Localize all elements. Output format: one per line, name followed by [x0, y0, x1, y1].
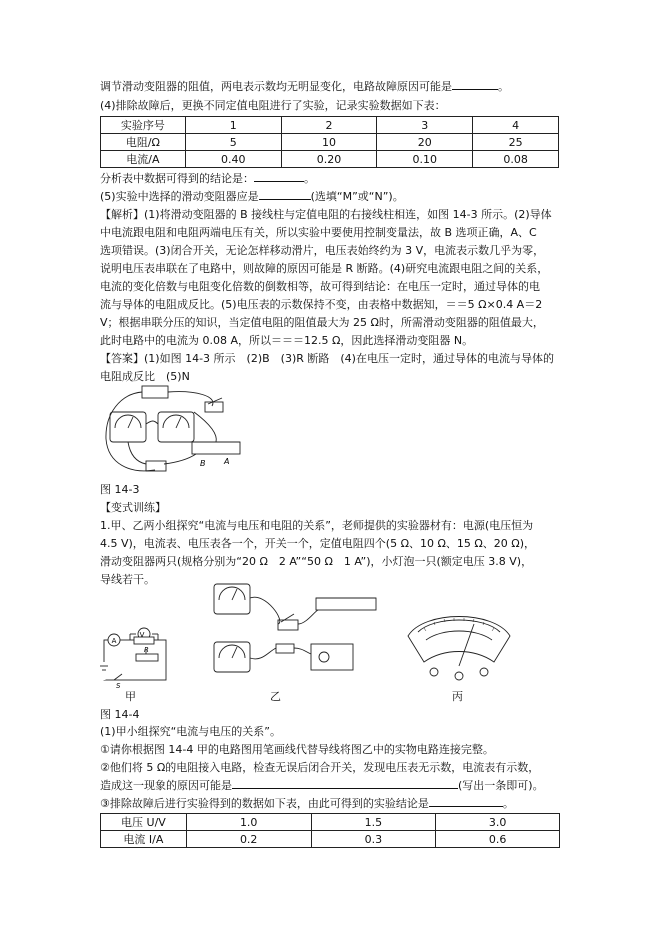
text-line — [100, 517, 533, 534]
line-text: 此时电路中的电流为 0.08 A，所以＝＝＝12.5 Ω，因此选择滑动变阻器 N。 — [100, 334, 474, 347]
table-row — [101, 117, 559, 134]
line-text: 4.5 V)，电流表、电压表各一个，开关一个，定值电阻四个(5 Ω、10 Ω、15 Ω、20 Ω)， — [100, 537, 535, 550]
table-cell: 4 — [473, 117, 559, 134]
label-V: V — [139, 631, 145, 639]
data-table-resistance — [100, 116, 559, 168]
answer-blank[interactable] — [254, 170, 304, 182]
table-cell: 10 — [281, 134, 377, 151]
text-line — [100, 188, 404, 205]
rheostat-symbol — [136, 654, 158, 661]
line-text: (1)甲小组探究“电流与电压的关系”。 — [100, 725, 281, 738]
figure-14-4-yi-physical-circuit — [206, 582, 386, 690]
line-text: 电流的变化倍数与电阻变化倍数的倒数相等，故可得到结论：在电压一定时，通过导体的电 — [100, 280, 540, 293]
switch — [205, 402, 223, 412]
line-text: 1.甲、乙两小组探究“电流与电压和电阻的关系”，老师提供的实验器材有：电源(电压恒为 — [100, 519, 534, 532]
analysis-line — [100, 296, 542, 313]
table-cell: 0.10 — [377, 151, 473, 168]
line-text: 电阻成反比 (5)N — [100, 370, 190, 383]
line-text: 。 — [502, 797, 514, 810]
rheostat — [316, 598, 376, 610]
power-supply — [311, 644, 353, 670]
table-cell: 2 — [281, 117, 377, 134]
label-A: A — [224, 457, 230, 466]
table-cell: 0.2 — [186, 831, 311, 848]
text-line — [100, 97, 446, 114]
line-text: 调节滑动变阻器的阻值，两电表示数均无明显变化，电路故障原因可能是 — [100, 80, 452, 93]
text-line — [100, 535, 535, 552]
label-A: A — [111, 637, 117, 645]
figure-14-4-bing-meter-dial — [404, 606, 514, 686]
figure-14-3-circuit — [100, 384, 250, 479]
line-text: ②他们将 5 Ω的电阻接入电路，检查无误后闭合开关，发现电压表无示数，电流表有示数， — [100, 761, 540, 774]
analysis-line — [100, 206, 552, 223]
line-text: 滑动变阻器两只(规格分别为“20 Ω 2 A”“50 Ω 1 A”)，小灯泡一只(额定电压 3.8 V)， — [100, 555, 533, 568]
answer-blank[interactable] — [452, 78, 498, 90]
analysis-line — [100, 224, 537, 241]
table-cell: 0.6 — [436, 831, 560, 848]
caption-text: 图 14-3 — [100, 483, 140, 496]
table-cell: 25 — [473, 134, 559, 151]
resistor — [276, 644, 294, 653]
answer-blank[interactable] — [429, 795, 503, 807]
line-text: 分析表中数据可得到的结论是： — [100, 172, 254, 185]
analysis-line — [100, 314, 544, 331]
text-line — [100, 78, 509, 95]
text-line — [100, 777, 544, 794]
line-text: ③排除故障后进行实验得到的数据如下表，由此可得到的实验结论是 — [100, 797, 429, 810]
line-text: 说明电压表串联在了电路中，则故障的原因可能是 R 断路。(4)研究电流跟电阻之间的关系， — [100, 262, 549, 275]
text-line — [100, 741, 494, 758]
text-line — [100, 723, 281, 740]
figure-caption — [100, 706, 139, 723]
table-cell: 0.08 — [473, 151, 559, 168]
label-R: R — [144, 646, 149, 654]
rheostat — [192, 442, 240, 454]
row-header-cell: 电压 U/V — [101, 814, 187, 831]
line-text: 。 — [304, 172, 315, 185]
line-text: 【解析】(1)将滑动变阻器的 B 接线柱与定值电阻的右接线柱相连，如图 14-3 所示。(2)导体 — [100, 208, 552, 221]
figure-label-bing: 丙 — [452, 690, 463, 703]
answer-blank[interactable] — [259, 188, 311, 200]
dial-face — [408, 617, 510, 663]
figure-label-jia: 甲 — [125, 690, 136, 703]
battery-box — [142, 386, 168, 398]
analysis-line — [100, 242, 544, 259]
table-cell: 0.20 — [281, 151, 377, 168]
table-cell: 1.0 — [186, 814, 311, 831]
line-text: 。 — [498, 80, 509, 93]
label-S: S — [116, 682, 121, 690]
row-header-cell: 电流/A — [101, 151, 186, 168]
table-cell: 20 — [377, 134, 473, 151]
answer-line — [100, 368, 190, 385]
table-cell: 3 — [377, 117, 473, 134]
analysis-line — [100, 332, 473, 349]
text-line — [100, 170, 315, 187]
data-table-voltage — [100, 813, 560, 848]
line-text: 选项错误。(3)闭合开关，无论怎样移动滑片，电压表始终约为 3 V，电流表示数几乎为零， — [100, 244, 545, 257]
row-header-cell: 电流 I/A — [101, 831, 187, 848]
line-text: 【答案】(1)如图 14-3 所示 (2)B (3)R 断路 (4)在电压一定时，通过导体的电流与导体的 — [100, 352, 554, 365]
line-text: 流与导体的电阻成反比。(5)电压表的示数保持不变，由表格中数据知，＝＝5 Ω×0.4 A＝2 — [100, 298, 543, 311]
analysis-line — [100, 260, 548, 277]
text-line — [100, 499, 166, 516]
line-text: 【变式训练】 — [100, 501, 166, 514]
text-line — [100, 759, 539, 776]
analysis-line — [100, 278, 540, 295]
figure-14-4-jia-schematic — [100, 622, 170, 690]
text-line — [100, 795, 514, 812]
table-row — [101, 151, 559, 168]
line-text: ①请你根据图 14-4 甲的电路图用笔画线代替导线将图乙中的实物电路连接完整。 — [100, 743, 494, 756]
line-text: V；根据串联分压的知识，当定值电阻的阻值最大为 25 Ω时，所需滑动变阻器的阻值最大， — [100, 316, 544, 329]
caption-text: 图 14-4 — [100, 708, 140, 721]
line-text: (4)排除故障后，更换不同定值电阻进行了实验，记录实验数据如下表： — [100, 99, 446, 112]
table-row — [101, 134, 559, 151]
line-text: (5)实验中选择的滑动变阻器应是 — [100, 190, 259, 203]
text-line — [100, 553, 532, 570]
table-cell: 1.5 — [311, 814, 436, 831]
figure-label-yi: 乙 — [270, 690, 281, 703]
line-text: (写出一条即可)。 — [458, 779, 544, 792]
table-cell: 3.0 — [436, 814, 560, 831]
text-line — [100, 571, 155, 588]
table-row — [101, 831, 560, 848]
row-header-cell: 电阻/Ω — [101, 134, 186, 151]
figure-caption — [100, 481, 139, 498]
line-text: (选填“M”或“N”)。 — [310, 190, 404, 203]
table-cell: 5 — [185, 134, 281, 151]
row-header-cell: 实验序号 — [101, 117, 186, 134]
line-text: 造成这一现象的原因可能是 — [100, 779, 232, 792]
table-cell: 0.40 — [185, 151, 281, 168]
answer-line — [100, 350, 554, 367]
resistor — [146, 461, 166, 471]
line-text: 导线若干。 — [100, 573, 155, 586]
needle — [459, 624, 474, 666]
answer-blank[interactable] — [232, 777, 458, 789]
table-cell: 0.3 — [311, 831, 436, 848]
table-cell: 1 — [185, 117, 281, 134]
line-text: 中电流跟电阻和电阻两端电压有关，所以实验中要使用控制变量法，故 B 选项正确，A、C — [100, 226, 537, 239]
label-B: B — [200, 459, 206, 468]
table-row — [101, 814, 560, 831]
